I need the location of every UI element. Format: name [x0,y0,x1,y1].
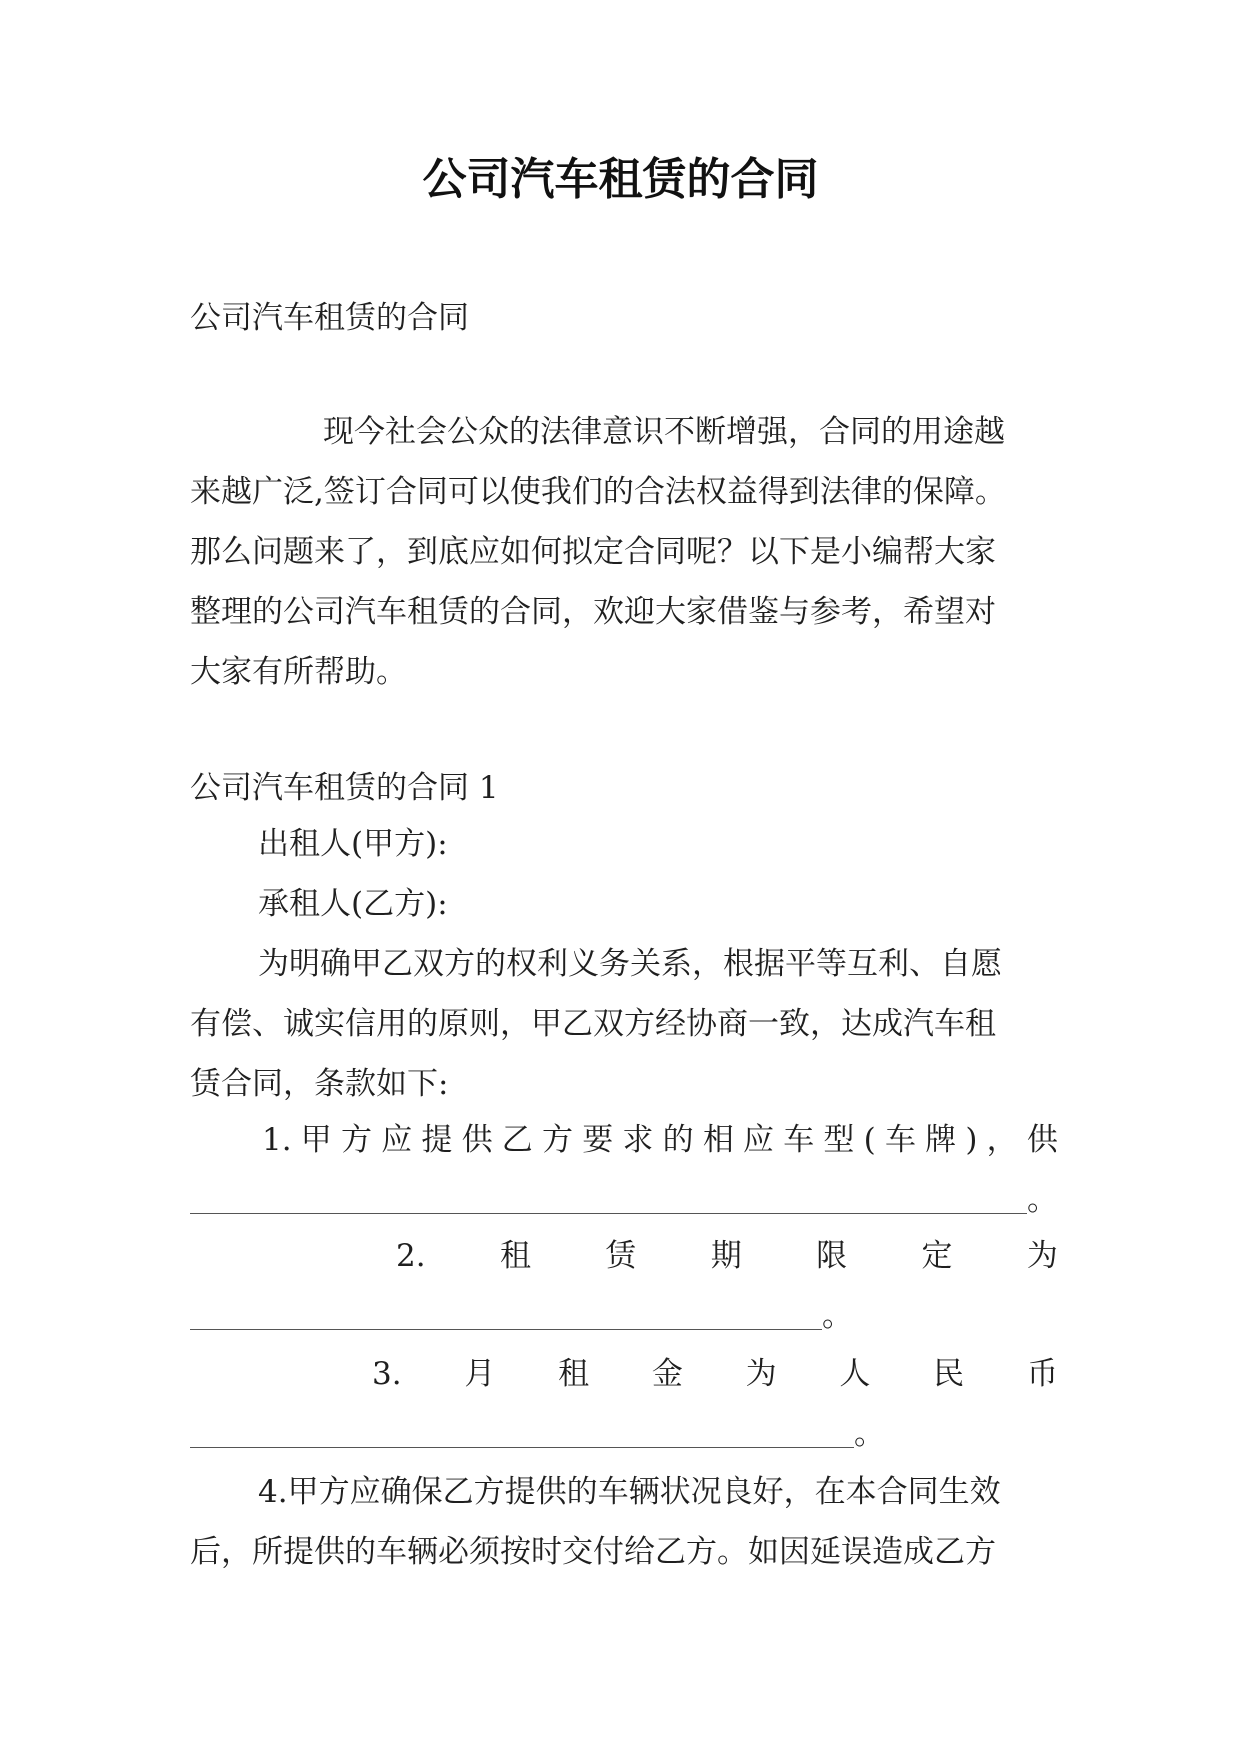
clause-1-blank [190,1213,1027,1214]
clause-2-word: 限 [816,1238,848,1274]
clause-1-end-mark: 。 [1027,1182,1058,1218]
clause-3-word: 3. [372,1356,402,1392]
intro-line-4: 整理的公司汽车租赁的合同，欢迎大家借鉴与参考，希望对 [190,594,996,630]
clause-1-word: 车 [783,1122,815,1158]
clause-2-end-mark: 。 [822,1298,853,1334]
clause-1-word: 乙 [501,1122,533,1158]
clause-2-word: 赁 [605,1238,637,1274]
clause-1-word: 方 [340,1122,372,1158]
clause-2-blank-line [190,1294,1058,1338]
purpose-line-2: 有偿、诚实信用的原则，甲乙双方经协商一致，达成汽车租 [190,1006,996,1042]
clause-1-word: 应 [381,1122,413,1158]
clause-1-word: ， [986,1122,1018,1158]
clause-2-word: 2. [396,1238,426,1274]
intro-line-1: 现今社会公众的法律意识不断增强，合同的用途越 [323,414,1005,450]
clause-3-word: 月 [464,1356,496,1392]
clause-3-word: 民 [933,1356,965,1392]
clause-2-word: 租 [499,1238,531,1274]
purpose-line-3: 赁合同，条款如下: [190,1066,449,1102]
clause-3-end-mark: 。 [854,1416,885,1452]
clause-1-word: ) [965,1122,978,1158]
clause-3-word: 币 [1026,1356,1058,1392]
clause-4-line-2: 后，所提供的车辆必须按时交付给乙方。如因延误造成乙方 [190,1534,996,1570]
clause-1-word: 应 [743,1122,775,1158]
clause-1-blank-line [190,1178,1058,1222]
clause-3-word: 租 [558,1356,590,1392]
document-subtitle: 公司汽车租赁的合同 [190,300,469,336]
clause-1-line [190,1118,1058,1162]
clause-1-word: 要 [582,1122,614,1158]
clause-3-word: 人 [839,1356,871,1392]
lessee-label: 承租人(乙方): [258,886,448,922]
clause-3-blank [190,1447,854,1448]
clause-1-word: 甲 [300,1122,332,1158]
clause-2-blank [190,1329,822,1330]
clause-1-word: 车 [884,1122,916,1158]
clause-2-word: 期 [710,1238,742,1274]
clause-1-word: 的 [662,1122,694,1158]
intro-line-3: 那么问题来了，到底应如何拟定合同呢？以下是小编帮大家 [190,534,996,570]
section-heading: 公司汽车租赁的合同 1 [190,770,499,806]
clause-2-line [190,1234,1058,1278]
clause-4-line-1: 4.甲方应确保乙方提供的车辆状况良好，在本合同生效 [258,1474,1001,1510]
clause-3-blank-line [190,1412,1058,1456]
intro-line-2: 来越广泛,签订合同可以使我们的合法权益得到法律的保障。 [190,474,1006,510]
lessor-label: 出租人(甲方): [258,826,448,862]
clause-1-word: 1. [262,1122,292,1158]
clause-1-word: 供 [1026,1122,1058,1158]
clause-1-word: 方 [542,1122,573,1158]
clause-1-word: 相 [702,1122,734,1158]
clause-1-word: 牌 [925,1122,957,1158]
document-title: 公司汽车租赁的合同 [422,154,819,205]
clause-1-word: 求 [622,1122,654,1158]
clause-3-word: 为 [745,1356,777,1392]
clause-2-word: 为 [1026,1238,1058,1274]
intro-line-5: 大家有所帮助。 [190,654,407,690]
clause-1-word: ( [863,1122,876,1158]
clause-1-word: 供 [461,1122,493,1158]
clause-2-word: 定 [921,1238,953,1274]
purpose-line-1: 为明确甲乙双方的权利义务关系，根据平等互利、自愿 [258,946,1002,982]
clause-1-word: 型 [823,1122,855,1158]
clause-3-line [190,1352,1058,1396]
clause-1-word: 提 [421,1122,453,1158]
clause-3-word: 金 [651,1356,683,1392]
